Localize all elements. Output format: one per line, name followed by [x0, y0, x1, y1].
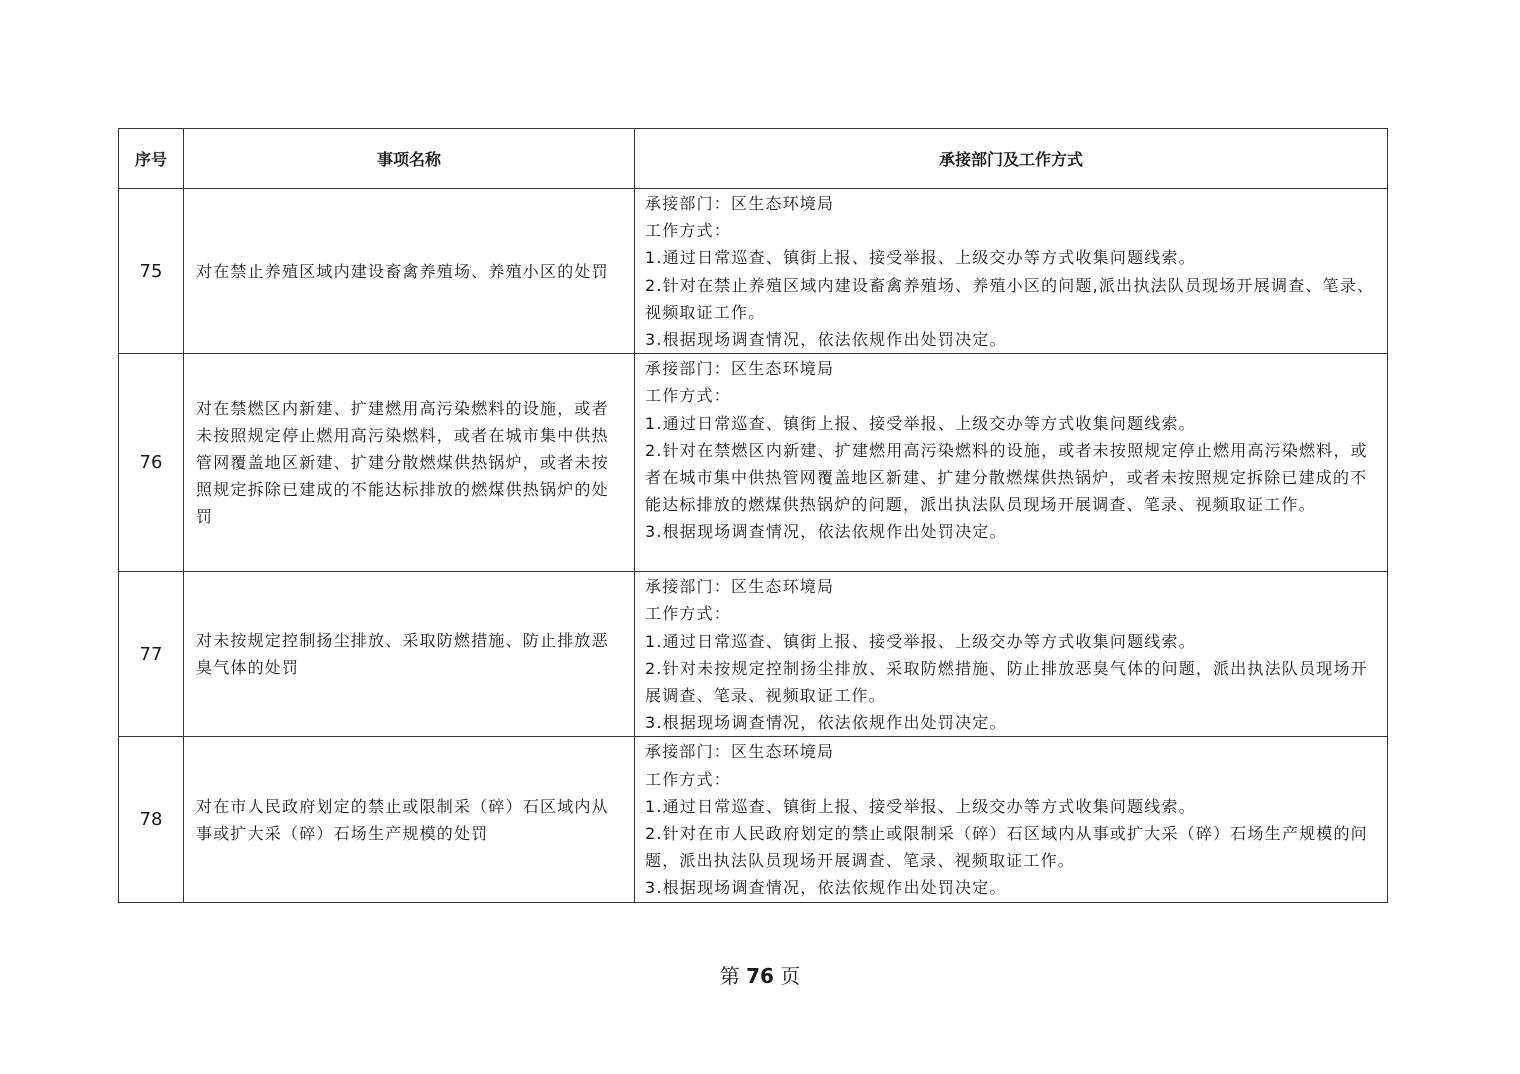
- page-number-prefix: 第: [719, 964, 740, 988]
- table-row: [119, 737, 1388, 902]
- row-step-1: 1.通过日常巡查、镇街上报、接受举报、上级交办等方式收集问题线索。: [645, 248, 1196, 268]
- page-number-suffix: 页: [780, 964, 801, 988]
- page-number-value: 76: [746, 964, 774, 988]
- row-serial-number: 75: [119, 189, 184, 354]
- row-item-name: 对未按规定控制扬尘排放、采取防燃措施、防止排放恶臭气体的处罚: [184, 572, 635, 737]
- row-method-label: 工作方式：: [645, 769, 732, 789]
- row-serial-number: 78: [119, 737, 184, 902]
- row-item-name: 对在禁止养殖区域内建设畜禽养殖场、养殖小区的处罚: [184, 189, 635, 354]
- table-header-row: [119, 129, 1388, 189]
- row-item-name: 对在禁燃区内新建、扩建燃用高污染燃料的设施，或者未按照规定停止燃用高污染燃料，或者在城市集中供热管网覆盖地区新建、扩建分散燃煤供热锅炉，或者未按照规定拆除已建成的不能达标排放的燃煤供热锅炉的处罚: [184, 354, 635, 572]
- row-step-1: 1.通过日常巡查、镇街上报、接受举报、上级交办等方式收集问题线索。: [645, 631, 1196, 651]
- items-table: [118, 128, 1388, 903]
- row-department-and-method: [635, 189, 1388, 354]
- row-step-3: 3.根据现场调查情况，依法依规作出处罚决定。: [645, 713, 1007, 733]
- row-department-and-method: [635, 354, 1388, 572]
- row-step-1: 1.通过日常巡查、镇街上报、接受举报、上级交办等方式收集问题线索。: [645, 796, 1196, 816]
- row-serial-number: 76: [119, 354, 184, 572]
- row-department: 承接部门：区生态环境局: [645, 577, 835, 597]
- table-row: [119, 189, 1388, 354]
- header-serial-number: 序号: [119, 129, 184, 189]
- row-step-3: 3.根据现场调查情况，依法依规作出处罚决定。: [645, 330, 1007, 350]
- row-serial-number: 77: [119, 572, 184, 737]
- row-department: 承接部门：区生态环境局: [645, 194, 835, 213]
- row-step-1: 1.通过日常巡查、镇街上报、接受举报、上级交办等方式收集问题线索。: [645, 413, 1196, 433]
- row-department-and-method: [635, 572, 1388, 737]
- row-step-2: 2.针对在市人民政府划定的禁止或限制采（碎）石区域内从事或扩大采（碎）石场生产规模的问题，派出执法队员现场开展调查、笔录、视频取证工作。: [645, 824, 1368, 871]
- table-row: [119, 354, 1388, 572]
- row-method-label: 工作方式：: [645, 221, 732, 241]
- row-method-label: 工作方式：: [645, 386, 732, 406]
- row-method-label: 工作方式：: [645, 604, 732, 624]
- row-step-2: 2.针对在禁燃区内新建、扩建燃用高污染燃料的设施，或者未按照规定停止燃用高污染燃料，或者在城市集中供热管网覆盖地区新建、扩建分散燃煤供热锅炉，或者未按照规定拆除已建成的不能达标排放的燃煤供热锅炉的问题，派出执法队员现场开展调查、笔录、视频取证工作。: [645, 440, 1368, 515]
- header-item-name: 事项名称: [184, 129, 635, 189]
- page-number: [0, 962, 1520, 990]
- row-department: 承接部门：区生态环境局: [645, 359, 835, 379]
- row-step-3: 3.根据现场调查情况，依法依规作出处罚决定。: [645, 878, 1007, 898]
- header-department-and-method: 承接部门及工作方式: [635, 129, 1388, 189]
- row-department-and-method: [635, 737, 1388, 902]
- row-step-3: 3.根据现场调查情况，依法依规作出处罚决定。: [645, 522, 1007, 542]
- row-item-name: 对在市人民政府划定的禁止或限制采（碎）石区域内从事或扩大采（碎）石场生产规模的处罚: [184, 737, 635, 902]
- row-department: 承接部门：区生态环境局: [645, 742, 835, 762]
- row-step-2: 2.针对未按规定控制扬尘排放、采取防燃措施、防止排放恶臭气体的问题，派出执法队员现场开展调查、笔录、视频取证工作。: [645, 658, 1368, 706]
- table-row: [119, 572, 1388, 737]
- row-step-2: 2.针对在禁止养殖区域内建设畜禽养殖场、养殖小区的问题,派出执法队员现场开展调查、笔录、视频取证工作。: [645, 275, 1375, 322]
